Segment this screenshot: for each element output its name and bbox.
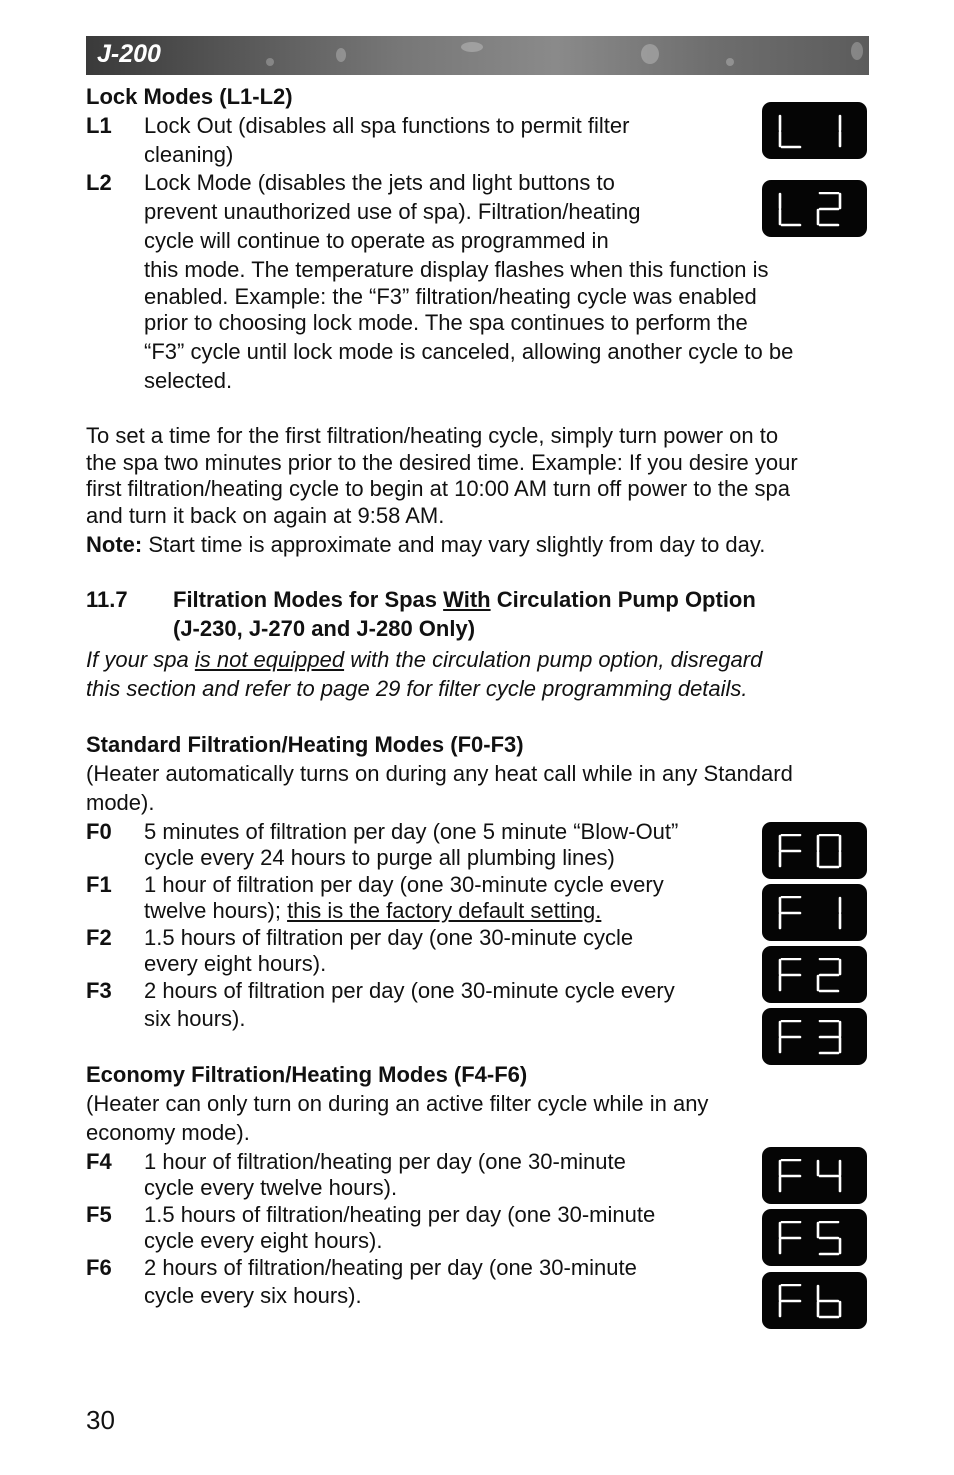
mode-f0-line: cycle every 24 hours to purge all plumbing lines) <box>144 845 615 870</box>
section-title <box>173 586 756 614</box>
standard-desc: (Heater automatically turns on during any heat call while in any Standard <box>86 761 793 786</box>
lock-l2-line: prevent unauthorized use of spa). Filtration/heating <box>144 199 641 224</box>
lock-l2-line: prior to choosing lock mode. The spa continues to perform the <box>144 310 748 335</box>
lcd-display-f4 <box>762 1147 867 1204</box>
header-banner <box>86 36 869 75</box>
mode-f1-line <box>144 897 601 925</box>
lock-code-l1: L1 <box>86 113 112 138</box>
italic-part: with the circulation pump option, disregard <box>344 647 763 672</box>
mode-f3-line: six hours). <box>144 1006 246 1031</box>
mode-code-f6: F6 <box>86 1255 112 1280</box>
note-line <box>86 531 765 559</box>
timing-line: first filtration/heating cycle to begin at 10:00 AM turn off power to the spa <box>86 476 790 501</box>
lcd-display-l1 <box>762 102 867 159</box>
mode-code-f2: F2 <box>86 925 112 950</box>
italic-part: If your spa <box>86 647 195 672</box>
lcd-readout <box>778 834 852 870</box>
lcd-display-f5 <box>762 1209 867 1266</box>
lock-l2-line: this mode. The temperature display flashes when this function is <box>144 257 769 282</box>
lock-modes-heading: Lock Modes (L1-L2) <box>86 84 293 109</box>
water-drop-decoration <box>461 42 483 52</box>
note-label: Note: <box>86 532 143 557</box>
lock-l1-line: Lock Out (disables all spa functions to permit filter <box>144 113 630 138</box>
mode-f1-text: twelve hours); <box>144 898 288 923</box>
mode-f3-line: 2 hours of filtration per day (one 30-minute cycle every <box>144 978 675 1003</box>
mode-f6-line: cycle every six hours). <box>144 1283 362 1308</box>
lcd-readout <box>778 1284 852 1320</box>
economy-desc: (Heater can only turn on during an active filter cycle while in any <box>86 1091 709 1116</box>
standard-heading: Standard Filtration/Heating Modes (F0-F3) <box>86 732 524 757</box>
economy-heading: Economy Filtration/Heating Modes (F4-F6) <box>86 1062 528 1087</box>
lcd-readout <box>778 958 852 994</box>
lcd-readout <box>778 896 852 932</box>
lock-l2-line: Lock Mode (disables the jets and light buttons to <box>144 170 615 195</box>
lock-l2-line: selected. <box>144 368 233 393</box>
timing-line: To set a time for the first filtration/heating cycle, simply turn power on to <box>86 423 779 448</box>
lcd-display-l2 <box>762 180 867 237</box>
water-drop-decoration <box>266 58 274 66</box>
lcd-display-f0 <box>762 822 867 879</box>
water-drop-decoration <box>336 48 346 62</box>
standard-desc: mode). <box>86 790 155 815</box>
section-title-part: Filtration Modes for Spas <box>173 587 444 612</box>
lock-l2-line: enabled. Example: the “F3” filtration/heating cycle was enabled <box>144 284 757 309</box>
lcd-display-f1 <box>762 884 867 941</box>
section-title-with: With <box>443 587 491 612</box>
section-italic-note-line2: this section and refer to page 29 for filter cycle programming details. <box>86 676 748 701</box>
lcd-display-f3 <box>762 1008 867 1065</box>
lcd-readout <box>778 192 852 228</box>
mode-f5-line: 1.5 hours of filtration/heating per day (one 30-minute <box>144 1202 656 1227</box>
mode-code-f1: F1 <box>86 872 112 897</box>
lcd-readout <box>778 1221 852 1257</box>
model-title: J-200 <box>97 40 161 68</box>
water-drop-decoration <box>641 44 659 64</box>
mode-f6-line: 2 hours of filtration/heating per day (one 30-minute <box>144 1255 637 1280</box>
italic-underlined: is not equipped <box>194 647 345 672</box>
mode-code-f3: F3 <box>86 978 112 1003</box>
lcd-readout <box>778 1159 852 1195</box>
lock-l2-line: “F3” cycle until lock mode is canceled, allowing another cycle to be <box>144 339 794 364</box>
mode-f1-line: 1 hour of filtration per day (one 30-minute cycle every <box>144 872 664 897</box>
mode-f5-line: cycle every eight hours). <box>144 1228 383 1253</box>
section-title-line2: (J-230, J-270 and J-280 Only) <box>173 616 476 641</box>
note-text: Start time is approximate and may vary slightly from day to day. <box>142 532 766 557</box>
water-drop-decoration <box>726 58 734 66</box>
section-number: 11.7 <box>86 587 128 612</box>
mode-f2-line: every eight hours). <box>144 951 327 976</box>
mode-code-f4: F4 <box>86 1149 112 1174</box>
lock-l1-line: cleaning) <box>144 142 234 167</box>
timing-line: the spa two minutes prior to the desired time. Example: If you desire your <box>86 450 798 475</box>
mode-f4-line: 1 hour of filtration/heating per day (one 30-minute <box>144 1149 626 1174</box>
timing-line: and turn it back on again at 9:58 AM. <box>86 503 445 528</box>
mode-f0-line: 5 minutes of filtration per day (one 5 minute “Blow-Out” <box>144 819 679 844</box>
economy-desc: economy mode). <box>86 1120 250 1145</box>
lock-code-l2: L2 <box>86 170 112 195</box>
section-title-part: Circulation Pump Option <box>490 587 756 612</box>
section-italic-note <box>86 646 762 674</box>
water-drop-decoration <box>851 42 863 60</box>
mode-code-f0: F0 <box>86 819 112 844</box>
page-number: 30 <box>86 1405 115 1435</box>
mode-f4-line: cycle every twelve hours). <box>144 1175 398 1200</box>
lcd-readout <box>778 1020 852 1056</box>
factory-default-note: this is the factory default setting. <box>287 898 602 923</box>
lcd-display-f2 <box>762 946 867 1003</box>
lcd-display-f6 <box>762 1272 867 1329</box>
lcd-readout <box>778 114 852 150</box>
mode-f2-line: 1.5 hours of filtration per day (one 30-minute cycle <box>144 925 634 950</box>
lock-l2-line: cycle will continue to operate as programmed in <box>144 228 609 253</box>
mode-code-f5: F5 <box>86 1202 112 1227</box>
